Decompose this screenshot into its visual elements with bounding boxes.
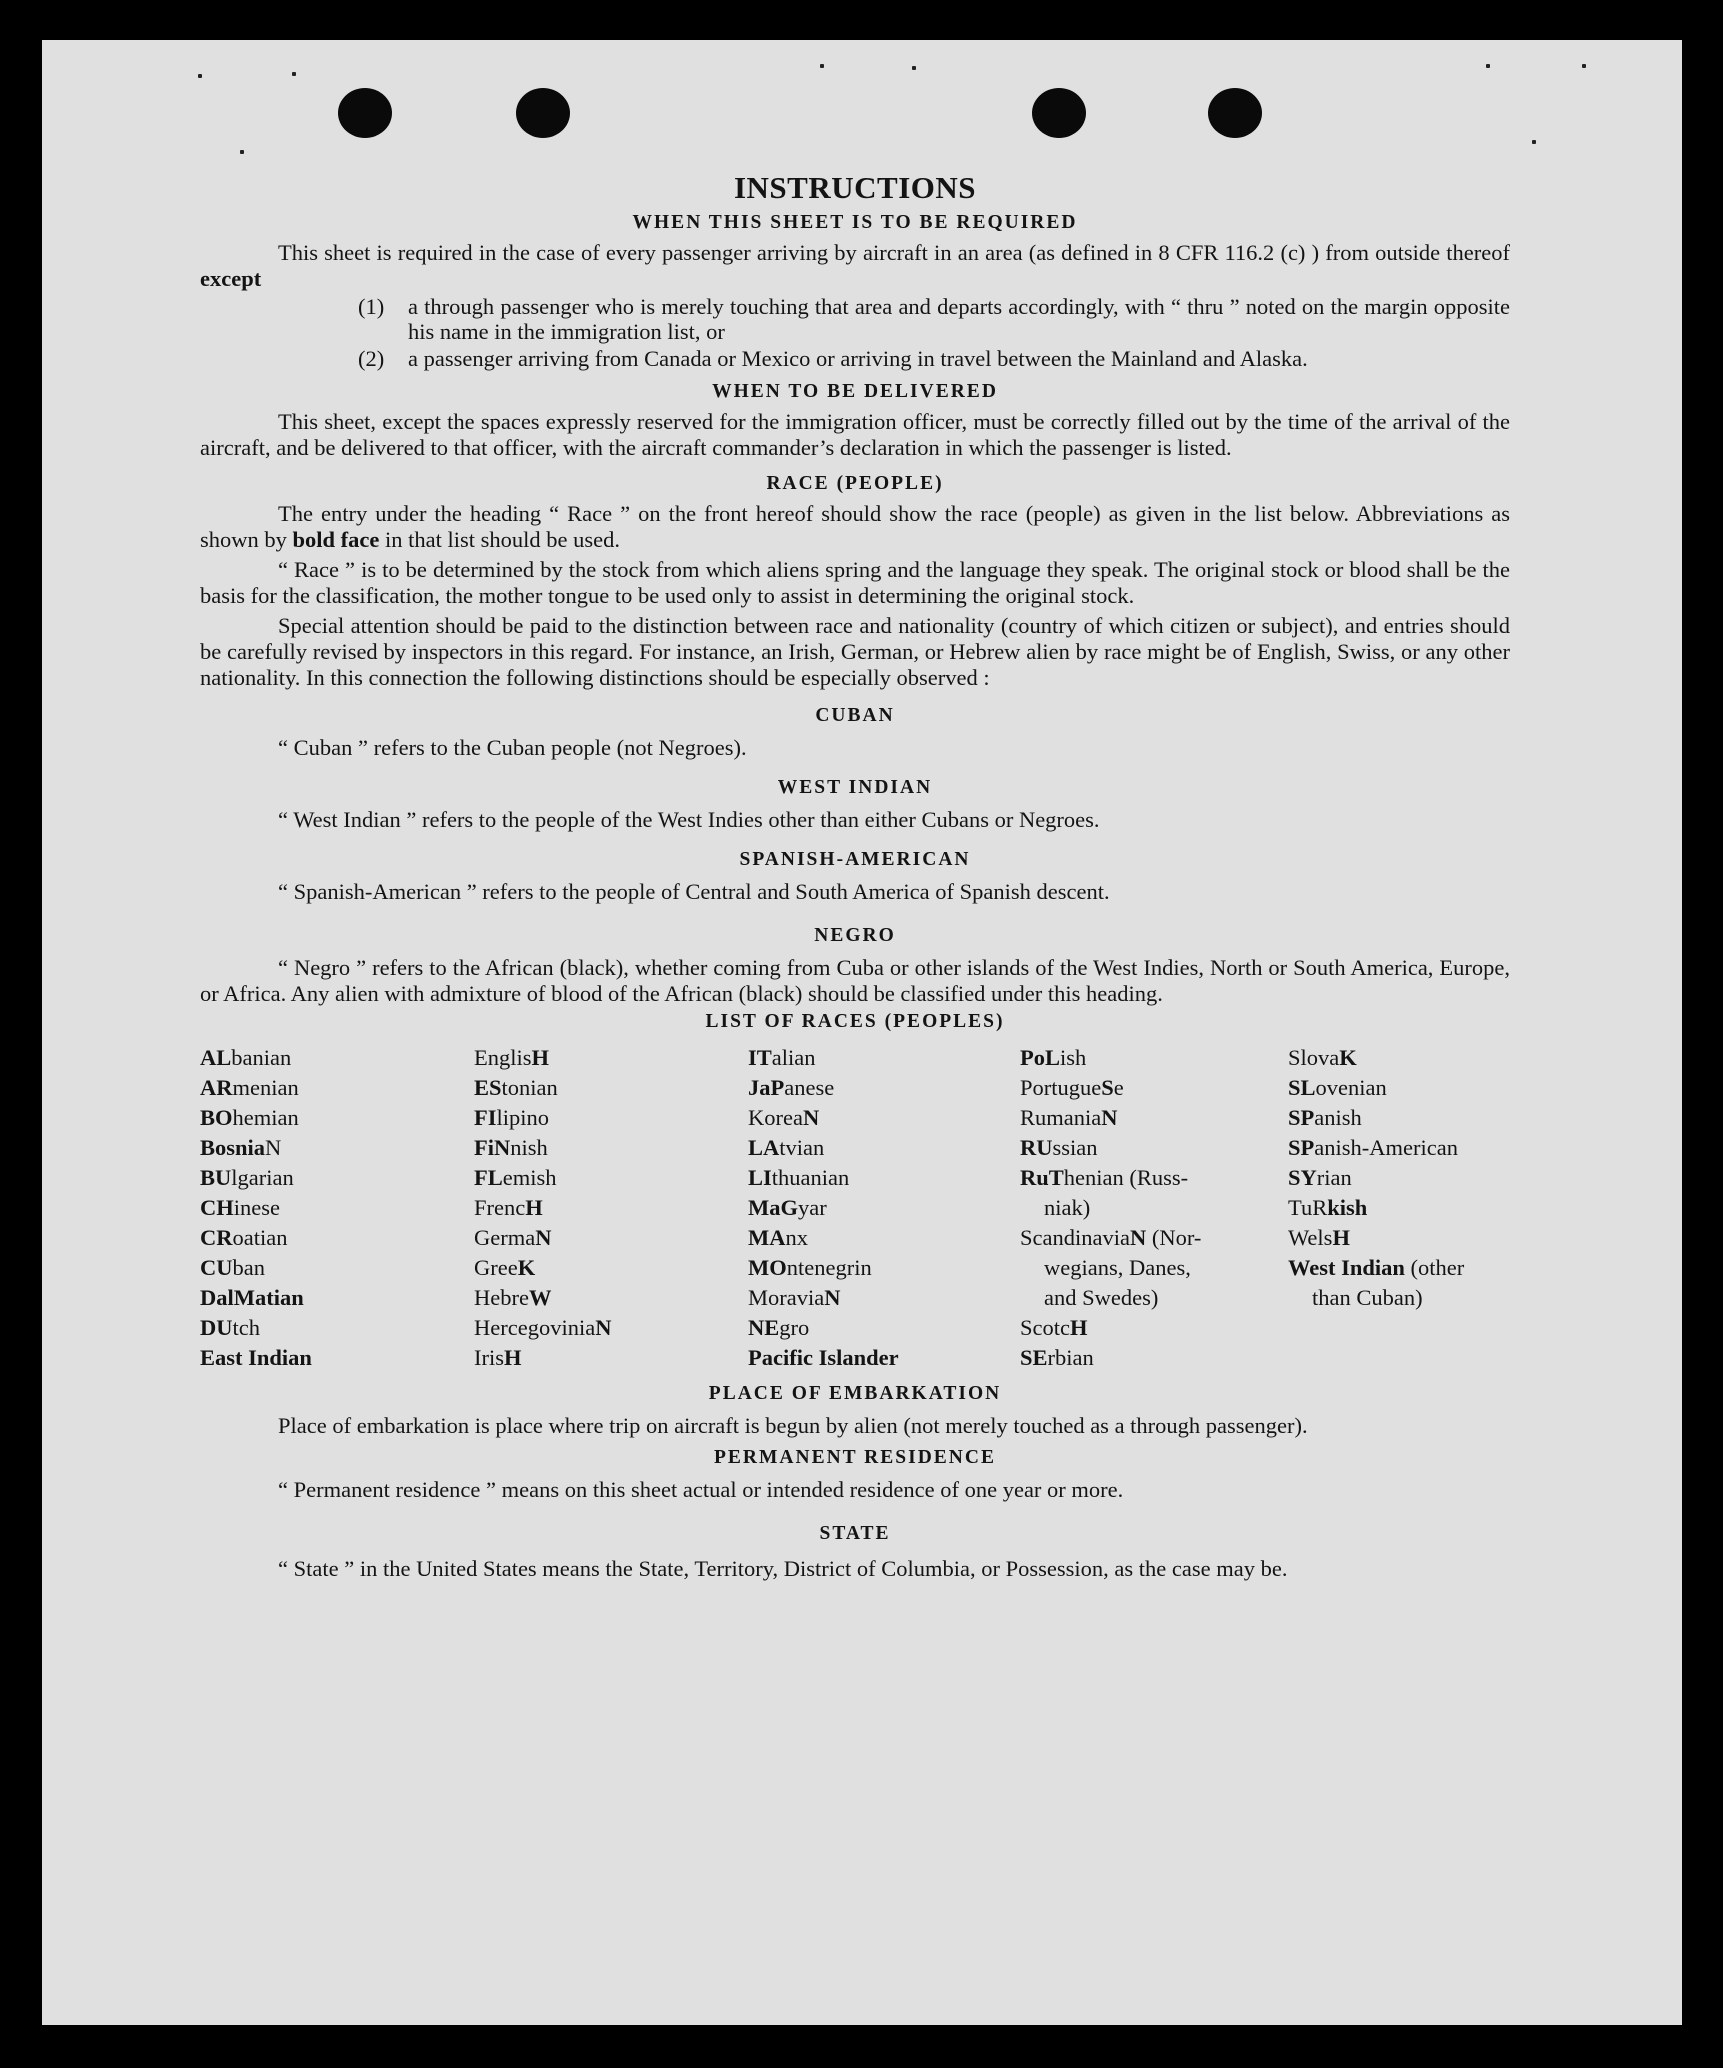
race-entry: NEgro — [748, 1315, 810, 1340]
spanish-american-text: “ Spanish-American ” refers to the people of Central and South America of Spanish descent. — [278, 879, 1110, 904]
speck — [1582, 64, 1586, 68]
west-indian-text: “ West Indian ” refers to the people of the West Indies other than either Cubans or Negroes. — [278, 807, 1100, 832]
race-entry: TuRkish — [1288, 1195, 1368, 1220]
races-column — [1288, 1043, 1510, 1373]
race-paragraph: The entry under the heading “ Race ” on the front hereof should show the race (people) as given in the list below. Abbreviations as shown by bold face in that list should be used. — [200, 501, 1510, 552]
exception-item: (1) a through passenger who is merely touching that area and departs accordingly, with “ thru ” noted on the margin opposite his name in the immigration list, or — [358, 294, 1510, 344]
race-entry: CRoatian — [200, 1225, 288, 1250]
race-entry: HercegoviniaN — [474, 1315, 612, 1340]
race-entry: DalMatian — [200, 1285, 304, 1310]
race-entry: KoreaN — [748, 1105, 820, 1130]
races-column — [200, 1043, 474, 1373]
race-entry: MAnx — [748, 1225, 808, 1250]
section-heading-required: WHEN THIS SHEET IS TO BE REQUIRED — [632, 212, 1078, 233]
race-entry: FrencH — [474, 1195, 543, 1220]
speck — [820, 64, 824, 68]
punch-hole — [1032, 88, 1086, 138]
race-entry: IrisH — [474, 1345, 522, 1370]
race-entry: BosniaN — [200, 1135, 282, 1160]
exception-item: (2) a passenger arriving from Canada or Mexico or arriving in travel between the Mainland and Alaska. — [358, 346, 1308, 371]
speck — [1532, 140, 1536, 144]
residence-text: “ Permanent residence ” means on this sheet actual or intended residence of one year or more. — [278, 1477, 1124, 1502]
race-entry: SLovenian — [1288, 1075, 1387, 1100]
section-heading-race: RACE (PEOPLE) — [766, 473, 944, 494]
race-entry: PortugueSe — [1020, 1075, 1124, 1100]
section-heading-delivered: WHEN TO BE DELIVERED — [712, 381, 998, 402]
section-heading-state: STATE — [819, 1523, 891, 1544]
race-entry: RuThenian (Russ- niak) — [1020, 1165, 1189, 1220]
race-entry: Pacific Islander — [748, 1345, 899, 1370]
race-entry: CHinese — [200, 1195, 280, 1220]
races-column — [474, 1043, 748, 1373]
race-entry: SPanish-American — [1288, 1135, 1458, 1160]
race-entry: LAtvian — [748, 1135, 825, 1160]
punch-hole — [338, 88, 392, 138]
cuban-text: “ Cuban ” refers to the Cuban people (not Negroes). — [278, 735, 747, 760]
speck — [198, 74, 202, 78]
race-entry: SlovaK — [1288, 1045, 1357, 1070]
race-entry: MOntenegrin — [748, 1255, 872, 1280]
race-entry: MaGyar — [748, 1195, 827, 1220]
race-entry: HebreW — [474, 1285, 552, 1310]
race-entry: FiNnish — [474, 1135, 548, 1160]
races-column — [748, 1043, 1020, 1373]
race-entry: BUlgarian — [200, 1165, 294, 1190]
race-entry: SYrian — [1288, 1165, 1352, 1190]
section-heading-negro: NEGRO — [814, 925, 896, 946]
race-paragraph: “ Race ” is to be determined by the stock from which aliens spring and the language they speak. The original stock or blood shall be the basis for the classification, the mother tongue to be used only to assist in determining the original stock. — [200, 557, 1510, 608]
punch-hole — [516, 88, 570, 138]
race-entry: LIthuanian — [748, 1165, 850, 1190]
races-column — [1020, 1043, 1288, 1373]
punch-hole — [1208, 88, 1262, 138]
section-heading-residence: PERMANENT RESIDENCE — [714, 1447, 996, 1468]
race-entry: East Indian — [200, 1345, 312, 1370]
embarkation-text: Place of embarkation is place where trip on aircraft is begun by alien (not merely touched as a through passenger). — [278, 1413, 1308, 1438]
race-entry: SPanish — [1288, 1105, 1362, 1130]
race-entry: EnglisH — [474, 1045, 550, 1070]
race-entry: WelsH — [1288, 1225, 1350, 1250]
required-intro: This sheet is required in the case of every passenger arriving by aircraft in an area (as defined in 8 CFR 116.2 (c) ) from outside thereof except — [200, 240, 1510, 291]
race-entry: CUban — [200, 1255, 265, 1280]
race-entry: PoLish — [1020, 1045, 1087, 1070]
race-entry: ScotcH — [1020, 1315, 1088, 1340]
speck — [1486, 64, 1490, 68]
race-entry: SErbian — [1020, 1345, 1094, 1370]
section-heading-west-indian: WEST INDIAN — [777, 777, 933, 798]
section-heading-cuban: CUBAN — [815, 705, 895, 726]
race-entry: ScandinaviaN (Nor- wegians, Danes, and Swedes) — [1020, 1225, 1202, 1310]
race-entry: West Indian (other than Cuban) — [1288, 1255, 1465, 1310]
race-entry: JaPanese — [748, 1075, 835, 1100]
instructions-content — [200, 170, 1510, 1585]
speck — [912, 66, 916, 70]
section-heading-races-list: LIST OF RACES (PEOPLES) — [705, 1011, 1005, 1032]
speck — [240, 150, 244, 154]
race-entry: GreeK — [474, 1255, 536, 1280]
section-heading-spanish-american: SPANISH-AMERICAN — [739, 849, 971, 870]
speck — [292, 72, 296, 76]
race-entry: ALbanian — [200, 1045, 292, 1070]
race-entry: DUtch — [200, 1315, 260, 1340]
race-paragraph: Special attention should be paid to the distinction between race and nationality (country of which citizen or subject), and entries should be carefully revised by inspectors in this regard. For instance, an Irish, German, or Hebrew alien by race might be of English, Swiss, or any other nationality. In this connection the following distinctions should be especially observed : — [200, 613, 1510, 690]
race-entry: EStonian — [474, 1075, 558, 1100]
section-heading-embarkation: PLACE OF EMBARKATION — [708, 1383, 1002, 1404]
negro-text: “ Negro ” refers to the African (black), whether coming from Cuba or other islands of the West Indies, North or South America, Europe, or Africa. Any alien with admixture of blood of the African (black) should be classified under this heading. — [200, 955, 1510, 1006]
race-entry: FIlipino — [474, 1105, 550, 1130]
race-entry: RUssian — [1020, 1135, 1098, 1160]
race-entry: ITalian — [748, 1045, 816, 1070]
race-entry: GermaN — [474, 1225, 552, 1250]
race-entry: MoraviaN — [748, 1285, 841, 1310]
race-entry: ARmenian — [200, 1075, 299, 1100]
race-entry: RumaniaN — [1020, 1105, 1118, 1130]
race-entry: BOhemian — [200, 1105, 299, 1130]
document-sheet — [42, 40, 1682, 2025]
delivered-text: This sheet, except the spaces expressly reserved for the immigration officer, must be correctly filled out by the time of the arrival of the aircraft, and be delivered to that officer, with the aircraft commander’s declaration in which the passenger is listed. — [200, 409, 1510, 460]
race-entry: FLemish — [474, 1165, 557, 1190]
page-title: INSTRUCTIONS — [733, 170, 976, 205]
state-text: “ State ” in the United States means the State, Territory, District of Columbia, or Possession, as the case may be. — [278, 1556, 1288, 1581]
races-list — [200, 1043, 1510, 1373]
